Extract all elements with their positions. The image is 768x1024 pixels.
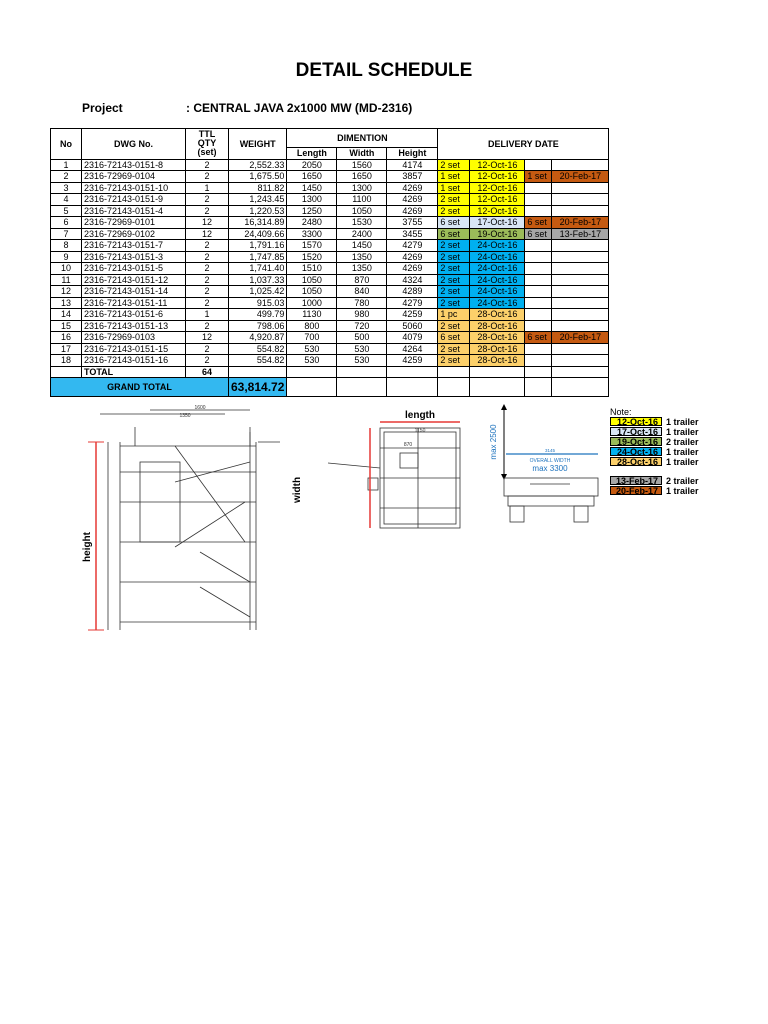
cell-width: 530 <box>337 355 387 367</box>
cell-no: 1 <box>51 159 82 171</box>
cell-width: 980 <box>337 309 387 321</box>
cell-no: 16 <box>51 332 82 344</box>
cell-qty: 2 <box>186 171 229 183</box>
cell-height: 4269 <box>387 205 438 217</box>
cell-height: 4279 <box>387 297 438 309</box>
cell-qty: 12 <box>186 228 229 240</box>
cell-delivery1-qty: 2 set <box>438 320 470 332</box>
note-trailer-label: 1 trailer <box>666 457 699 467</box>
table-row <box>51 274 609 286</box>
note-date-swatch: 20-Feb-17 <box>610 486 662 495</box>
cell-delivery2-date <box>552 182 609 194</box>
cell-delivery1-date: 28-Oct-16 <box>470 309 525 321</box>
cell-length: 1000 <box>287 297 337 309</box>
grand-total-blank <box>552 378 609 397</box>
total-label: TOTAL <box>82 366 186 378</box>
cell-dwg: 2316-72143-0151-4 <box>82 205 186 217</box>
grand-total-blank <box>387 378 438 397</box>
cell-no: 10 <box>51 263 82 275</box>
cell-delivery2-qty <box>525 355 552 367</box>
cell-height: 4269 <box>387 182 438 194</box>
project-value: : CENTRAL JAVA 2x1000 MW (MD-2316) <box>186 101 413 115</box>
cell-weight: 1,220.53 <box>229 205 287 217</box>
cell-no: 4 <box>51 194 82 206</box>
cell-dwg: 2316-72143-0151-14 <box>82 286 186 298</box>
grand-total-blank <box>287 378 337 397</box>
cell-delivery2-qty <box>525 251 552 263</box>
total-blank <box>525 366 552 378</box>
cell-qty: 2 <box>186 343 229 355</box>
cell-weight: 811.82 <box>229 182 287 194</box>
cell-delivery1-qty: 2 set <box>438 286 470 298</box>
note-date-swatch: 13-Feb-17 <box>610 476 662 485</box>
cell-height: 4269 <box>387 263 438 275</box>
cell-height: 4324 <box>387 274 438 286</box>
cell-delivery1-qty: 1 pc <box>438 309 470 321</box>
header-qty-l1: TTL <box>198 129 216 140</box>
cell-delivery2-qty <box>525 309 552 321</box>
cell-qty: 2 <box>186 205 229 217</box>
grand-total-blank <box>470 378 525 397</box>
cell-height: 5060 <box>387 320 438 332</box>
cell-height: 4269 <box>387 194 438 206</box>
note-title: Note: <box>610 407 632 417</box>
cell-dwg: 2316-72143-0151-15 <box>82 343 186 355</box>
cell-delivery1-date: 12-Oct-16 <box>470 194 525 206</box>
length-label: length <box>405 410 435 421</box>
cell-delivery2-qty <box>525 240 552 252</box>
cell-width: 1530 <box>337 217 387 229</box>
cell-delivery1-date: 24-Oct-16 <box>470 263 525 275</box>
cell-qty: 2 <box>186 263 229 275</box>
note-item <box>610 447 699 457</box>
table-row <box>51 286 609 298</box>
cell-delivery2-date <box>552 240 609 252</box>
cell-width: 1350 <box>337 251 387 263</box>
cell-height: 4259 <box>387 355 438 367</box>
cell-delivery2-date <box>552 355 609 367</box>
header-qty-l3: (set) <box>197 147 217 158</box>
cell-delivery1-date: 24-Oct-16 <box>470 297 525 309</box>
cell-qty: 1 <box>186 182 229 194</box>
table-row <box>51 332 609 344</box>
cell-delivery1-date: 24-Oct-16 <box>470 240 525 252</box>
cell-dwg: 2316-72969-0104 <box>82 171 186 183</box>
table-row <box>51 263 609 275</box>
note-trailer-label: 2 trailer <box>666 476 699 486</box>
total-row <box>51 366 609 378</box>
cell-delivery2-qty <box>525 205 552 217</box>
cell-qty: 2 <box>186 355 229 367</box>
cell-no: 11 <box>51 274 82 286</box>
cell-qty: 12 <box>186 332 229 344</box>
cell-length: 1250 <box>287 205 337 217</box>
cell-length: 1130 <box>287 309 337 321</box>
header-no: No <box>51 129 82 160</box>
grand-total-label: GRAND TOTAL <box>51 378 229 397</box>
grand-total-row <box>51 378 609 397</box>
cell-delivery1-date: 19-Oct-16 <box>470 228 525 240</box>
table-row <box>51 251 609 263</box>
tower-elevation-drawing <box>80 402 290 642</box>
cell-no: 13 <box>51 297 82 309</box>
grand-total-blank <box>525 378 552 397</box>
note-date-swatch: 28-Oct-16 <box>610 457 662 466</box>
cell-no: 3 <box>51 182 82 194</box>
cell-no: 12 <box>51 286 82 298</box>
cell-delivery2-qty <box>525 297 552 309</box>
height-label: height <box>82 532 93 562</box>
cell-height: 4264 <box>387 343 438 355</box>
cell-weight: 554.82 <box>229 343 287 355</box>
cell-delivery1-date: 17-Oct-16 <box>470 217 525 229</box>
cell-delivery1-qty: 2 set <box>438 205 470 217</box>
width-label: width <box>292 476 303 503</box>
total-blank <box>287 366 337 378</box>
table-row <box>51 297 609 309</box>
cell-delivery1-qty: 2 set <box>438 343 470 355</box>
cell-delivery1-date: 28-Oct-16 <box>470 320 525 332</box>
cell-delivery2-qty <box>525 320 552 332</box>
table-row <box>51 309 609 321</box>
cell-delivery2-qty: 6 set <box>525 228 552 240</box>
cell-delivery2-date <box>552 251 609 263</box>
table-row <box>51 228 609 240</box>
cell-height: 3455 <box>387 228 438 240</box>
header-dwg: DWG No. <box>82 129 186 160</box>
cell-delivery2-qty <box>525 263 552 275</box>
cell-no: 5 <box>51 205 82 217</box>
total-blank <box>470 366 525 378</box>
cell-width: 1300 <box>337 182 387 194</box>
cell-delivery1-qty: 2 set <box>438 355 470 367</box>
cell-delivery2-qty: 6 set <box>525 217 552 229</box>
grand-total-value: 63,814.72 <box>229 378 287 397</box>
cell-delivery1-qty: 2 set <box>438 263 470 275</box>
cell-no: 7 <box>51 228 82 240</box>
total-blank <box>229 366 287 378</box>
cell-height: 3857 <box>387 171 438 183</box>
cell-dwg: 2316-72969-0103 <box>82 332 186 344</box>
cell-delivery1-date: 24-Oct-16 <box>470 274 525 286</box>
grand-total-blank <box>337 378 387 397</box>
cell-delivery2-date <box>552 159 609 171</box>
cell-delivery2-qty <box>525 194 552 206</box>
cell-length: 530 <box>287 343 337 355</box>
cell-delivery2-qty <box>525 274 552 286</box>
cell-qty: 2 <box>186 194 229 206</box>
cell-weight: 1,747.85 <box>229 251 287 263</box>
total-blank <box>438 366 470 378</box>
cell-dwg: 2316-72143-0151-8 <box>82 159 186 171</box>
cell-width: 1450 <box>337 240 387 252</box>
cell-weight: 1,741.40 <box>229 263 287 275</box>
cell-weight: 915.03 <box>229 297 287 309</box>
cell-delivery1-qty: 2 set <box>438 240 470 252</box>
cell-qty: 2 <box>186 251 229 263</box>
detail-schedule-table <box>50 128 609 397</box>
grand-total-blank <box>438 378 470 397</box>
table-row <box>51 194 609 206</box>
cell-delivery1-date: 24-Oct-16 <box>470 251 525 263</box>
note-date-swatch: 12-Oct-16 <box>610 417 662 426</box>
cell-height: 4259 <box>387 309 438 321</box>
table-row <box>51 343 609 355</box>
cell-length: 700 <box>287 332 337 344</box>
cell-no: 2 <box>51 171 82 183</box>
note-item <box>610 437 699 447</box>
cell-delivery1-qty: 6 set <box>438 332 470 344</box>
cell-delivery1-date: 12-Oct-16 <box>470 159 525 171</box>
cell-length: 1300 <box>287 194 337 206</box>
cell-width: 1050 <box>337 205 387 217</box>
note-item <box>610 486 699 496</box>
cell-length: 2480 <box>287 217 337 229</box>
cell-delivery2-date <box>552 320 609 332</box>
cell-no: 9 <box>51 251 82 263</box>
cell-width: 840 <box>337 286 387 298</box>
cell-delivery2-qty <box>525 286 552 298</box>
plan-view-drawing <box>288 408 478 538</box>
cell-qty: 1 <box>186 309 229 321</box>
cell-length: 2050 <box>287 159 337 171</box>
cell-qty: 2 <box>186 286 229 298</box>
cell-length: 1450 <box>287 182 337 194</box>
total-qty: 64 <box>186 366 229 378</box>
table-row <box>51 320 609 332</box>
max-height-label: max 2500 <box>489 424 498 460</box>
overall-width-label: OVERALL WIDTH <box>529 458 571 464</box>
dim-1350: 1350 <box>179 413 191 419</box>
cell-delivery1-qty: 2 set <box>438 274 470 286</box>
cell-weight: 1,037.33 <box>229 274 287 286</box>
cell-delivery1-date: 12-Oct-16 <box>470 182 525 194</box>
cell-delivery2-qty <box>525 343 552 355</box>
cell-length: 1050 <box>287 274 337 286</box>
cell-delivery1-qty: 1 set <box>438 171 470 183</box>
cell-height: 3755 <box>387 217 438 229</box>
cell-dwg: 2316-72143-0151-5 <box>82 263 186 275</box>
note-trailer-label: 1 trailer <box>666 486 699 496</box>
note-date-swatch: 24-Oct-16 <box>610 447 662 456</box>
note-item <box>610 457 699 467</box>
cell-delivery2-date <box>552 263 609 275</box>
cell-width: 720 <box>337 320 387 332</box>
cell-weight: 499.79 <box>229 309 287 321</box>
cell-dwg: 2316-72143-0151-3 <box>82 251 186 263</box>
cell-weight: 1,243.45 <box>229 194 287 206</box>
cell-dwg: 2316-72143-0151-7 <box>82 240 186 252</box>
cell-no: 15 <box>51 320 82 332</box>
cell-length: 1650 <box>287 171 337 183</box>
cell-delivery1-qty: 2 set <box>438 251 470 263</box>
cell-delivery2-date <box>552 205 609 217</box>
dim-3145: 3145 <box>544 448 556 453</box>
cell-dwg: 2316-72143-0151-6 <box>82 309 186 321</box>
cell-no: 6 <box>51 217 82 229</box>
cell-width: 1100 <box>337 194 387 206</box>
cell-delivery1-qty: 1 set <box>438 182 470 194</box>
cell-no: 8 <box>51 240 82 252</box>
note-trailer-label: 1 trailer <box>666 417 699 427</box>
cell-weight: 24,409.66 <box>229 228 287 240</box>
cell-dwg: 2316-72143-0151-10 <box>82 182 186 194</box>
cell-weight: 2,552.33 <box>229 159 287 171</box>
header-qty-l2: QTY <box>197 138 217 149</box>
cell-length: 1570 <box>287 240 337 252</box>
table-row <box>51 171 609 183</box>
cell-width: 1650 <box>337 171 387 183</box>
cell-weight: 1,675.50 <box>229 171 287 183</box>
cell-qty: 2 <box>186 159 229 171</box>
cell-delivery2-qty: 6 set <box>525 332 552 344</box>
note-trailer-label: 2 trailer <box>666 437 699 447</box>
cell-delivery1-date: 12-Oct-16 <box>470 171 525 183</box>
header-height: Height <box>387 148 438 160</box>
cell-width: 500 <box>337 332 387 344</box>
cell-width: 1560 <box>337 159 387 171</box>
cell-delivery1-qty: 2 set <box>438 194 470 206</box>
cell-weight: 1,791.16 <box>229 240 287 252</box>
cell-length: 1510 <box>287 263 337 275</box>
cell-delivery2-qty: 1 set <box>525 171 552 183</box>
cell-delivery1-date: 12-Oct-16 <box>470 205 525 217</box>
project-label: Project <box>82 101 123 115</box>
cell-weight: 1,025.42 <box>229 286 287 298</box>
header-qty <box>186 129 229 160</box>
note-item <box>610 476 699 486</box>
cell-width: 870 <box>337 274 387 286</box>
total-blank <box>51 366 82 378</box>
cell-delivery2-date <box>552 194 609 206</box>
cell-width: 780 <box>337 297 387 309</box>
cell-delivery2-date <box>552 309 609 321</box>
cell-delivery2-date <box>552 297 609 309</box>
cell-dwg: 2316-72143-0151-11 <box>82 297 186 309</box>
cell-width: 1350 <box>337 263 387 275</box>
cell-delivery1-qty: 6 set <box>438 228 470 240</box>
cell-dwg: 2316-72969-0102 <box>82 228 186 240</box>
cell-width: 2400 <box>337 228 387 240</box>
total-blank <box>552 366 609 378</box>
header-row <box>51 129 609 148</box>
cell-width: 530 <box>337 343 387 355</box>
header-width: Width <box>337 148 387 160</box>
cell-height: 4174 <box>387 159 438 171</box>
max-width-label: max 3300 <box>532 464 568 473</box>
cell-delivery1-qty: 6 set <box>438 217 470 229</box>
cell-height: 4079 <box>387 332 438 344</box>
note-date-swatch: 17-Oct-16 <box>610 427 662 436</box>
cell-length: 1520 <box>287 251 337 263</box>
total-blank <box>337 366 387 378</box>
cell-weight: 16,314.89 <box>229 217 287 229</box>
cell-delivery1-qty: 2 set <box>438 297 470 309</box>
cell-delivery2-date: 20-Feb-17 <box>552 217 609 229</box>
header-weight: WEIGHT <box>229 129 287 160</box>
cell-delivery2-date: 20-Feb-17 <box>552 171 609 183</box>
cell-length: 1050 <box>287 286 337 298</box>
cell-delivery2-date <box>552 274 609 286</box>
cell-delivery1-date: 24-Oct-16 <box>470 286 525 298</box>
cell-delivery1-date: 28-Oct-16 <box>470 332 525 344</box>
cell-height: 4269 <box>387 251 438 263</box>
cell-delivery2-qty <box>525 182 552 194</box>
dim-870: 870 <box>403 442 413 448</box>
note-trailer-label: 1 trailer <box>666 447 699 457</box>
cell-delivery2-date: 13-Feb-17 <box>552 228 609 240</box>
cell-dwg: 2316-72143-0151-9 <box>82 194 186 206</box>
cell-qty: 2 <box>186 274 229 286</box>
cell-dwg: 2316-72143-0151-13 <box>82 320 186 332</box>
table-row <box>51 217 609 229</box>
cell-no: 18 <box>51 355 82 367</box>
cell-delivery2-date: 20-Feb-17 <box>552 332 609 344</box>
cell-delivery1-date: 28-Oct-16 <box>470 343 525 355</box>
table-row <box>51 182 609 194</box>
note-date-swatch: 19-Oct-16 <box>610 437 662 446</box>
header-dimention: DIMENTION <box>287 129 438 148</box>
cell-dwg: 2316-72969-0101 <box>82 217 186 229</box>
delivery-note <box>610 407 699 496</box>
cell-qty: 12 <box>186 217 229 229</box>
header-length: Length <box>287 148 337 160</box>
cell-qty: 2 <box>186 240 229 252</box>
table-row <box>51 355 609 367</box>
dim-1150: 1150 <box>414 428 426 434</box>
cell-weight: 4,920.87 <box>229 332 287 344</box>
cell-dwg: 2316-72143-0151-16 <box>82 355 186 367</box>
cell-no: 14 <box>51 309 82 321</box>
note-item <box>610 427 699 437</box>
cell-weight: 798.06 <box>229 320 287 332</box>
cell-height: 4289 <box>387 286 438 298</box>
total-blank <box>387 366 438 378</box>
cell-length: 3300 <box>287 228 337 240</box>
cell-qty: 2 <box>186 297 229 309</box>
project-line <box>82 101 413 115</box>
table-row <box>51 159 609 171</box>
cell-delivery2-date <box>552 286 609 298</box>
page-title: DETAIL SCHEDULE <box>295 60 473 81</box>
header-delivery: DELIVERY DATE <box>438 129 609 160</box>
cell-qty: 2 <box>186 320 229 332</box>
cell-delivery2-qty <box>525 159 552 171</box>
cell-length: 530 <box>287 355 337 367</box>
table-row <box>51 205 609 217</box>
cell-delivery2-date <box>552 343 609 355</box>
cell-height: 4279 <box>387 240 438 252</box>
cell-length: 800 <box>287 320 337 332</box>
cell-delivery1-qty: 2 set <box>438 159 470 171</box>
cell-delivery1-date: 28-Oct-16 <box>470 355 525 367</box>
dim-1600: 1600 <box>194 405 206 411</box>
cell-weight: 554.82 <box>229 355 287 367</box>
cell-dwg: 2316-72143-0151-12 <box>82 274 186 286</box>
note-item <box>610 417 699 427</box>
trailer-drawing <box>490 402 608 532</box>
table-row <box>51 240 609 252</box>
note-trailer-label: 1 trailer <box>666 427 699 437</box>
cell-no: 17 <box>51 343 82 355</box>
